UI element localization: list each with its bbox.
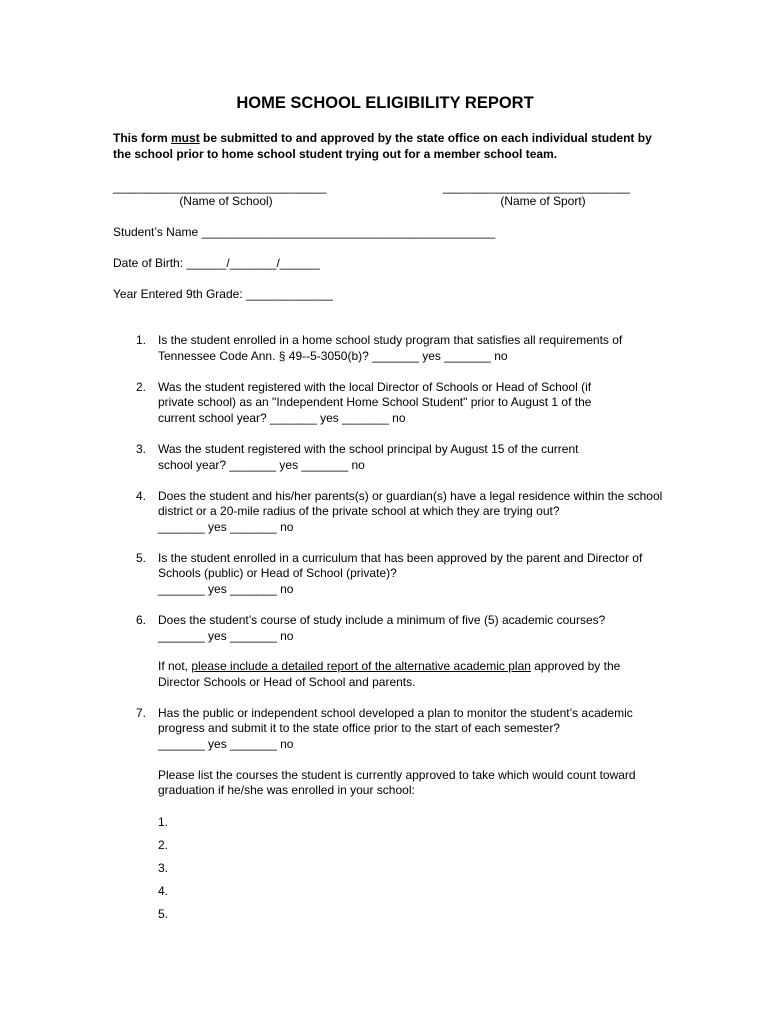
question-text: Does the student’s course of study include a minimum of five (5) academic courses? bbox=[158, 613, 606, 627]
courses-prompt: graduation if he/she was enrolled in your school: bbox=[158, 783, 415, 797]
question-answer-line[interactable]: current school year? _______ yes _______ no bbox=[158, 411, 406, 425]
sport-name-label: (Name of Sport) bbox=[500, 194, 586, 208]
question-text: Is the student enrolled in a home school study program that satisfies all requirements of bbox=[158, 333, 623, 347]
question-number: 2. bbox=[136, 380, 147, 394]
course-list-item[interactable]: 2. bbox=[158, 838, 169, 852]
question-number: 6. bbox=[136, 613, 147, 627]
course-list-item[interactable]: 1. bbox=[158, 815, 169, 829]
intro-line-2: the school prior to home school student trying out for a member school team. bbox=[113, 147, 558, 161]
question-answer-line[interactable]: _______ yes _______ no bbox=[158, 520, 294, 534]
question-answer-line[interactable]: school year? _______ yes _______ no bbox=[158, 458, 365, 472]
question-answer-line[interactable]: _______ yes _______ no bbox=[158, 582, 294, 596]
course-list-item[interactable]: 4. bbox=[158, 884, 169, 898]
question-number: 7. bbox=[136, 706, 147, 720]
intro-text: be submitted to and approved by the state office on each individual student by bbox=[199, 131, 652, 145]
question-text: district or a 20-mile radius of the private school at which they are trying out? bbox=[158, 504, 560, 518]
school-name-blank[interactable]: ________________________________ bbox=[113, 180, 327, 194]
question-text: Was the student registered with the local Director of Schools or Head of School (if bbox=[158, 380, 592, 394]
course-list-item[interactable]: 3. bbox=[158, 861, 169, 875]
school-name-label: (Name of School) bbox=[179, 194, 273, 208]
date-of-birth-field[interactable]: Date of Birth: ______/_______/______ bbox=[113, 256, 320, 270]
student-name-field[interactable]: Student’s Name ____________________________________________ bbox=[113, 225, 496, 239]
intro-emphasis: must bbox=[171, 131, 200, 145]
question-answer-line[interactable]: _______ yes _______ no bbox=[158, 629, 294, 643]
alternative-plan-note-line-2: Director Schools or Head of School and parents. bbox=[158, 675, 416, 689]
note-text: If not, bbox=[158, 659, 192, 673]
question-number: 1. bbox=[136, 333, 147, 347]
course-list-item[interactable]: 5. bbox=[158, 907, 169, 921]
question-number: 4. bbox=[136, 489, 147, 503]
intro-text: This form bbox=[113, 131, 172, 145]
courses-prompt: Please list the courses the student is currently approved to take which would count toward bbox=[158, 768, 636, 782]
question-answer-line[interactable]: _______ yes _______ no bbox=[158, 737, 294, 751]
intro-line-1 bbox=[113, 131, 652, 145]
question-text: Was the student registered with the school principal by August 15 of the current bbox=[158, 442, 579, 456]
form-title: HOME SCHOOL ELIGIBILITY REPORT bbox=[236, 94, 534, 112]
question-number: 3. bbox=[136, 442, 147, 456]
note-underlined-text: please include a detailed report of the alternative academic plan bbox=[191, 659, 531, 673]
question-number: 5. bbox=[136, 551, 147, 565]
question-text: progress and submit it to the state office prior to the start of each semester? bbox=[158, 721, 560, 735]
question-text: private school) as an "Independent Home School Student" prior to August 1 of the bbox=[158, 395, 592, 409]
sport-name-blank[interactable]: ____________________________ bbox=[443, 180, 630, 194]
question-text: Schools (public) or Head of School (private)? bbox=[158, 566, 397, 580]
question-text: Does the student and his/her parents(s) or guardian(s) have a legal residence within the school bbox=[158, 489, 663, 503]
question-text: Is the student enrolled in a curriculum that has been approved by the parent and Director of bbox=[158, 551, 643, 565]
question-text: Has the public or independent school developed a plan to monitor the student’s academic bbox=[158, 706, 633, 720]
note-text: approved by the bbox=[530, 659, 621, 673]
year-entered-field[interactable]: Year Entered 9th Grade: _____________ bbox=[113, 287, 333, 301]
question-answer-line[interactable]: Tennessee Code Ann. § 49--5-3050(b)? _______ yes _______ no bbox=[158, 349, 508, 363]
alternative-plan-note bbox=[158, 659, 620, 673]
